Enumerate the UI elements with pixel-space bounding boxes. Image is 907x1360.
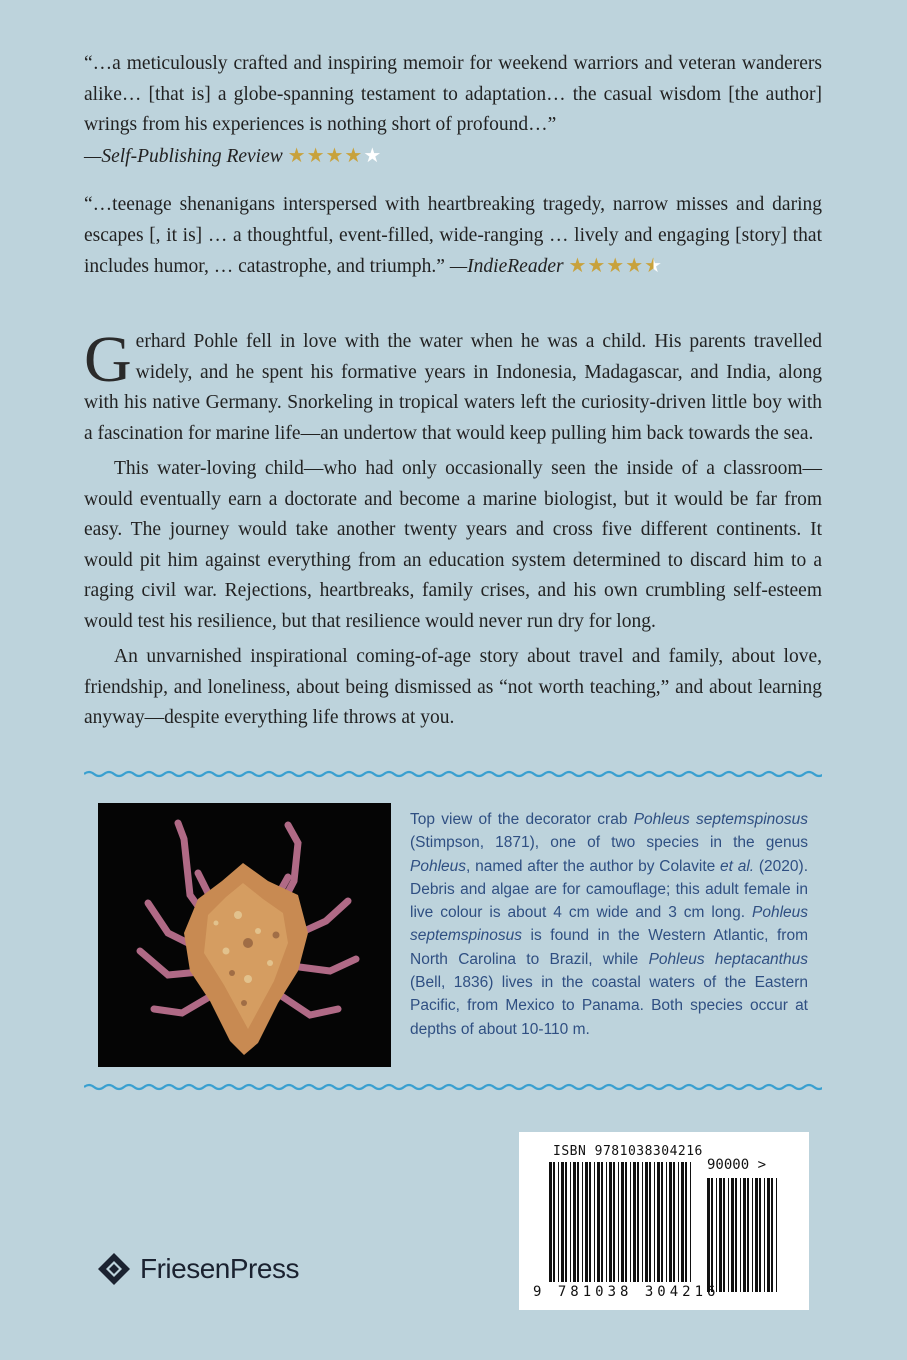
barcode-bar (755, 1178, 758, 1292)
barcode-bar (747, 1178, 749, 1292)
book-description (84, 323, 822, 734)
barcode-bar (553, 1162, 555, 1282)
barcode-bar (633, 1162, 636, 1282)
quote-source: —Self-Publishing Review (84, 145, 283, 167)
barcode-bar (549, 1162, 552, 1282)
isbn-barcode (519, 1132, 809, 1310)
barcode-bar (582, 1162, 583, 1282)
barcode-bar (707, 1178, 710, 1292)
barcode-bar (645, 1162, 648, 1282)
half-star-icon: ★ (644, 255, 664, 277)
barcode-bar (618, 1162, 619, 1282)
barcode-bar (661, 1162, 663, 1282)
barcode-bar (642, 1162, 643, 1282)
barcode-bar (723, 1178, 725, 1292)
barcode-bar (690, 1162, 691, 1282)
publisher-logo (96, 1248, 299, 1290)
quote-text: “…a meticulously crafted and inspiring memoir for weekend warriors and veteran wanderers alike… [that is] a globe-spanning testament to adaptation… the casual wisdom [the author] wrings from his experiences is nothing short of profound…” (84, 53, 822, 135)
barcode-bar (719, 1178, 722, 1292)
barcode-bar (613, 1162, 615, 1282)
review-quote-1 (84, 49, 822, 172)
barcode-bar (731, 1178, 734, 1292)
filled-stars-icon: ★★★★ (568, 255, 645, 277)
barcode-bar (678, 1162, 679, 1282)
filled-stars-icon: ★★★★ (287, 144, 364, 167)
barcode-bar (601, 1162, 603, 1282)
empty-star-icon: ★ (363, 144, 383, 167)
barcode-bar (621, 1162, 624, 1282)
barcode-bar (767, 1178, 770, 1292)
quote-source: —IndieReader (449, 256, 564, 277)
barcode-bar (735, 1178, 737, 1292)
barcode-bar (669, 1162, 672, 1282)
barcode-bar (625, 1162, 627, 1282)
barcode-bar (743, 1178, 746, 1292)
barcode-bar (630, 1162, 631, 1282)
barcode-bar (728, 1178, 729, 1292)
barcode-bar (673, 1162, 675, 1282)
barcode-bar (594, 1162, 595, 1282)
barcode-bar (609, 1162, 612, 1282)
publisher-name: FriesenPress (140, 1253, 299, 1284)
barcode-bar (711, 1178, 713, 1292)
crab-photo (98, 803, 391, 1067)
isbn-label: ISBN 9781038304216 (553, 1144, 703, 1159)
barcode-bar (776, 1178, 777, 1292)
barcode-bar (558, 1162, 559, 1282)
barcode-bar (764, 1178, 765, 1292)
review-quote-2 (84, 190, 822, 283)
barcode-bar (771, 1178, 773, 1292)
star-rating (568, 255, 663, 277)
star-rating (288, 145, 383, 167)
barcode-bar (759, 1178, 761, 1292)
barcode-bar (589, 1162, 591, 1282)
barcode-bar (657, 1162, 660, 1282)
barcode-bar (606, 1162, 607, 1282)
barcode-bar (565, 1162, 567, 1282)
barcode-bar (637, 1162, 639, 1282)
wave-divider-bottom (84, 1081, 822, 1093)
barcode-bar (740, 1178, 741, 1292)
barcode-bar (597, 1162, 600, 1282)
barcode-bar (685, 1162, 687, 1282)
barcode-bar (577, 1162, 579, 1282)
dropcap: G (84, 323, 132, 396)
quote-text: “…teenage shenanigans interspersed with heartbreaking tragedy, narrow misses and daring escapes [, it is] … a thoughtful, event-filled, wide-ranging … lively and engaging [story] that includes humor, … catastrophe, and triumph.” (84, 194, 822, 277)
description-paragraph-1: Gerhard Pohle fell in love with the water when he was a child. His parents travelled widely, and he spent his formative years in Indonesia, Madagascar, and India, along with his native Germany. Snorkeling in tropical waters left the curiosity-driven little boy with a fascination for marine life—an undertow that would keep pulling him back towards the sea. (84, 323, 822, 444)
barcode-bar (716, 1178, 717, 1292)
wave-divider-top (84, 768, 822, 780)
description-paragraph-3: An unvarnished inspirational coming-of-age story about travel and family, about love, friendship, and loneliness, about being dismissed as “not worth teaching,” and about learning anyway—despite everything life throws at you. (84, 646, 822, 728)
barcode-bar (573, 1162, 576, 1282)
barcode-bar (561, 1162, 564, 1282)
barcode-digits: 9 781038 304216 (533, 1284, 720, 1300)
barcode-bar (585, 1162, 588, 1282)
description-paragraph-2: This water-loving child—who had only occasionally seen the inside of a classroom—would eventually earn a doctorate and become a marine biologist, but it would be far from easy. The journey would take another twenty years and cross five different continents. It would pit him against everything from an education system determined to discard him to a raging civil war. Rejections, heartbreaks, family crises, and his own crumbling self-esteem would test his resilience, but that resilience would never run dry for long. (84, 458, 822, 632)
barcode-bar (649, 1162, 651, 1282)
barcode-bar (752, 1178, 753, 1292)
barcode-bar (666, 1162, 667, 1282)
photo-caption: Top view of the decorator crab Pohleus septemspinosus (Stimpson, 1871), one of two species in the genus Pohleus, named after the author by Colavite et al. (2020). Debris and algae are for camouflage; this adult female in live colour is about 4 cm wide and 3 cm long. Pohleus septemspinosus is found in the Western Atlantic, from North Carolina to Brazil, while Pohleus heptacanthus (Bell, 1836) lives in the coastal waters of the Eastern Pacific, from Mexico to Panama. Both species occur at depths of about 10-110 m. (410, 811, 809, 1038)
price-code: 90000 > (707, 1157, 767, 1173)
barcode-bar (654, 1162, 655, 1282)
friesenpress-diamond-icon (96, 1251, 132, 1287)
barcode-bar (570, 1162, 571, 1282)
barcode-bar (681, 1162, 684, 1282)
